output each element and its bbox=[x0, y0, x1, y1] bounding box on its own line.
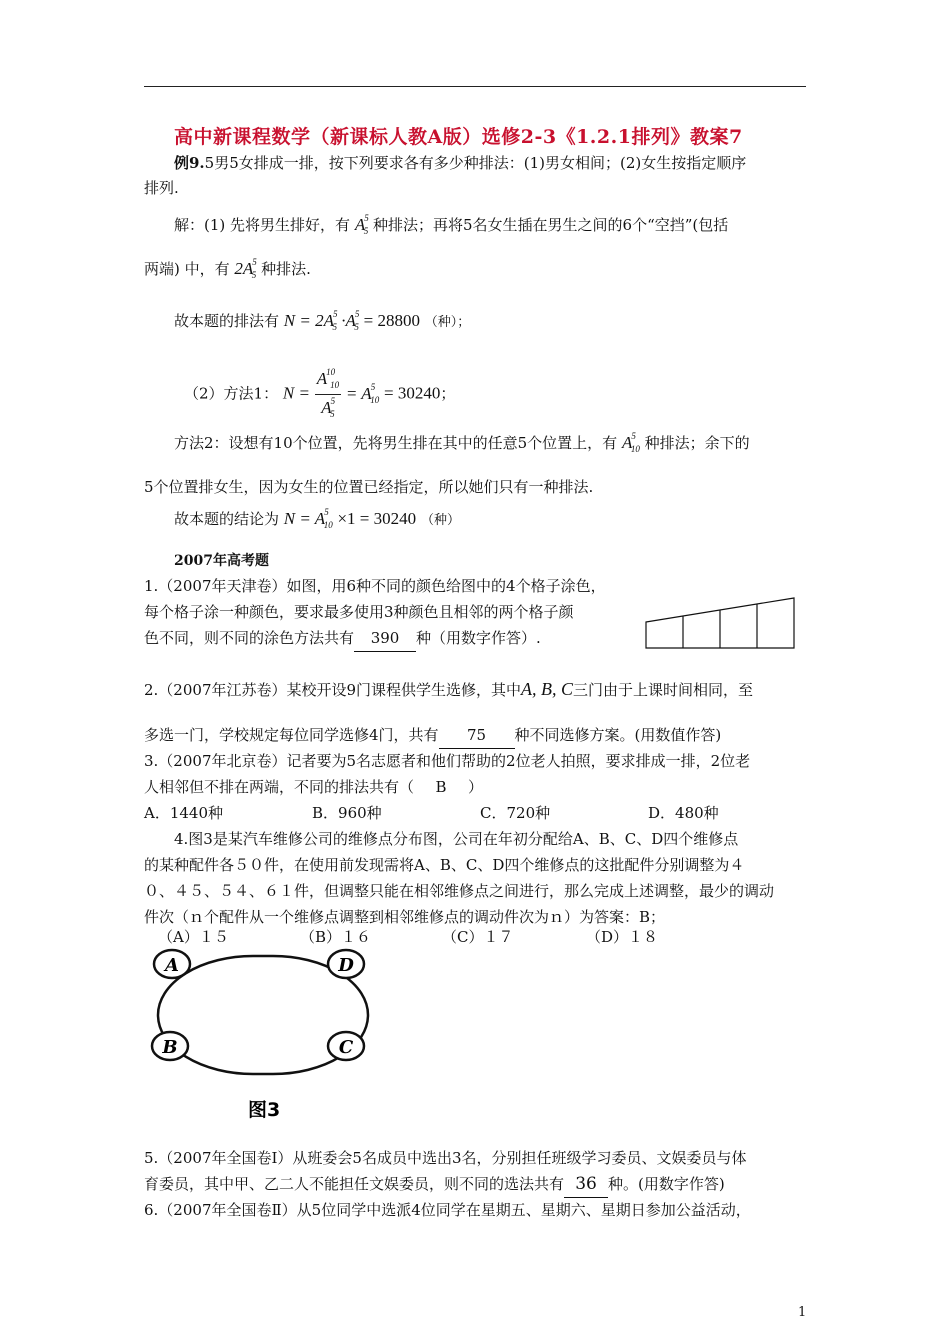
q3-option-c: C．720种 bbox=[480, 804, 551, 822]
q1-line2: 每个格子涂一种颜色，要求最多使用3种颜色且相邻的两个格子颜 bbox=[144, 603, 574, 621]
q5-answer: 36 bbox=[564, 1171, 608, 1198]
q2-math-abc: A, B, C bbox=[521, 679, 574, 699]
method2-line1: 方法2：设想有10个位置，先将男生排在其中的任意5个位置上，有 $A^5_{10}$ 种排法；余下的 bbox=[174, 431, 750, 454]
q1-line3: 色不同，则不同的涂色方法共有 390 种（用数字作答）. bbox=[144, 625, 541, 652]
q3-answer: B bbox=[435, 778, 447, 796]
q1-line1: 1.（2007年天津卷）如图，用6种不同的颜色给图中的4个格子涂色， bbox=[144, 577, 606, 595]
conclusion1: 故本题的排法有 $N = 2A^5_5 \cdot A^5_5 = 28800$ （种）； bbox=[174, 309, 471, 332]
svg-text:A: A bbox=[165, 955, 179, 976]
q3-option-b: B．960种 bbox=[312, 804, 382, 822]
figure-caption: 图3 bbox=[248, 1099, 281, 1121]
q4-option-c: （C）１７ bbox=[442, 928, 514, 946]
q3-option-d: D．480种 bbox=[648, 804, 719, 822]
svg-text:D: D bbox=[338, 955, 354, 976]
q4-option-d: （D）１８ bbox=[586, 928, 659, 946]
node-b bbox=[152, 1032, 188, 1060]
math-a55: $A^5_5$ bbox=[354, 213, 369, 236]
page-title: 高中新课程数学（新课标人教A版）选修2-3《1.2.1排列》教案7 bbox=[174, 126, 743, 148]
page-number: 1 bbox=[798, 1305, 807, 1320]
node-a bbox=[154, 950, 190, 978]
section-heading: 2007年高考题 bbox=[174, 553, 269, 569]
solution-line1: 解：(1) 先将男生排好，有 $A^5_5$ 种排法；再将5名女生插在男生之间的6个“空挡”(包括 bbox=[174, 213, 729, 236]
q5-line1: 5.（2007年全国卷Ⅰ）从班委会5名成员中选出3名，分别担任班级学习委员、文娱委员与体 bbox=[144, 1149, 747, 1167]
q4-option-a: （A）１５ bbox=[158, 928, 229, 946]
q3-option-a: A．1440种 bbox=[144, 804, 224, 822]
method1: （2）方法1： N = $\frac{A^{10}_{10}}{A^5_5}$ = $A^5_{10} = 30240$； bbox=[184, 366, 455, 423]
q2-line2: 多选一门，学校规定每位同学选修4门，共有 75 种不同选修方案。(用数值作答) bbox=[144, 722, 721, 749]
math-n-expression: $N = 2A^5_5 \cdot A^5_5$ bbox=[283, 309, 360, 332]
q4-line4: 件次（ｎ个配件从一个维修点调整到相邻维修点的调动件次为ｎ）为答案：B； bbox=[144, 908, 666, 926]
header-rule bbox=[144, 86, 806, 87]
q3-line1: 3.（2007年北京卷）记者要为5名志愿者和他们帮助的2位老人拍照，要求排成一排，2位老 bbox=[144, 752, 751, 770]
q3-line2: 人相邻但不排在两端，不同的排法共有（ B ） bbox=[144, 774, 483, 800]
example-label: 例9. bbox=[174, 154, 205, 172]
q6-line1: 6.（2007年全国卷Ⅱ）从5位同学中选派4位同学在星期五、星期六、星期日参加公益活动， bbox=[144, 1201, 751, 1219]
method2-line2: 5个位置排女生，因为女生的位置已经指定，所以她们只有一种排法. bbox=[144, 478, 594, 496]
node-d bbox=[328, 950, 364, 978]
fraction-a1010-over-a55: $\frac{A^{10}_{10}}{A^5_5}$ bbox=[316, 367, 340, 419]
math-a510: $A^5_{10}$ bbox=[621, 431, 640, 454]
example9-question-line1: 例9.5男5女排成一排，按下列要求各有多少种排法：(1)男女相间；(2)女生按指定顺序 bbox=[174, 154, 747, 172]
q1-grid-figure bbox=[640, 590, 800, 654]
q4-line3: ０、４５、５４、６１件，但调整只能在相邻维修点之间进行，那么完成上述调整，最少的调动 bbox=[144, 882, 775, 900]
q4-repair-network-figure bbox=[148, 944, 380, 1122]
q4-line1: 4.图3是某汽车维修公司的维修点分布图，公司在年初分配给A、B、C、D四个维修点 bbox=[174, 830, 739, 848]
conclusion2: 故本题的结论为 $N = A^5_{10} \times 1 = 30240$ （种） bbox=[174, 507, 460, 530]
svg-text:C: C bbox=[338, 1037, 354, 1058]
q1-answer: 390 bbox=[354, 625, 416, 652]
example9-question-line2: 排列. bbox=[144, 179, 179, 197]
q2-answer: 75 bbox=[439, 722, 515, 749]
q5-line2: 育委员，其中甲、乙二人不能担任文娱委员，则不同的选法共有 36 种。(用数字作答) bbox=[144, 1171, 725, 1198]
q4-option-b: （B）１６ bbox=[300, 928, 372, 946]
math-2a55: $2A^5_5$ bbox=[234, 257, 257, 280]
q4-line2: 的某种配件各５０件，在使用前发现需将A、B、C、D四个维修点的这批配件分别调整为４ bbox=[144, 856, 745, 874]
q2-line1: 2.（2007年江苏卷）某校开设9门课程供学生选修，其中A, B, C三门由于上课时间相同，至 bbox=[144, 679, 754, 699]
solution-line2: 两端) 中，有 $2A^5_5$ 种排法. bbox=[144, 257, 311, 280]
node-c bbox=[328, 1032, 364, 1060]
svg-text:B: B bbox=[162, 1037, 178, 1058]
